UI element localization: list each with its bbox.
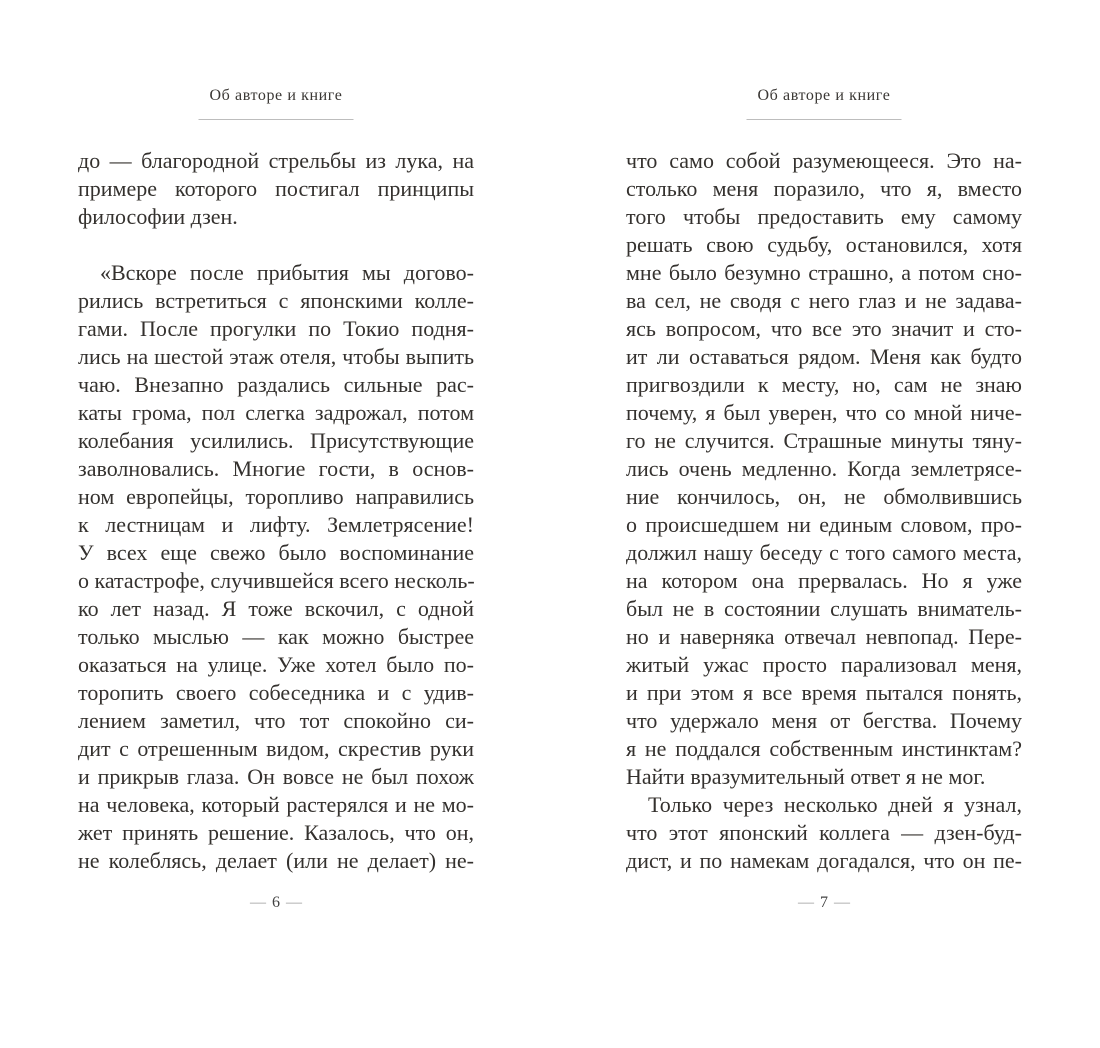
- text-line: столько меня поразило, что я, вместо: [626, 176, 1022, 201]
- text-line: ко лет назад. Я тоже вскочил, с одной: [78, 596, 474, 621]
- text-line: решать свою судьбу, остановился, хотя: [626, 232, 1022, 257]
- text-line: о происшедшем ни единым словом, про-: [626, 512, 1022, 537]
- page-number-dash: —: [286, 894, 302, 911]
- text-line: торопить своего собеседника и с удив-: [78, 680, 474, 705]
- text-line: к лестницам и лифту. Землетрясение!: [78, 512, 474, 537]
- text-line: Найти вразумительный ответ я не мог.: [626, 764, 986, 789]
- text-line: заволновались. Многие гости, в основ-: [78, 456, 474, 481]
- text-line: философии дзен.: [78, 204, 238, 229]
- text-line: лись очень медленно. Когда землетрясе-: [626, 456, 1022, 481]
- text-line: ва сел, не сводя с него глаз и не задава-: [626, 288, 1022, 313]
- text-line: что этот японский коллега — дзен-буд-: [626, 820, 1022, 845]
- paragraph: [626, 147, 1022, 791]
- text-line: дит с отрешенным видом, скрестив руки: [78, 736, 474, 761]
- paragraph: [78, 259, 474, 875]
- text-line: только мыслью — как можно быстрее: [78, 624, 474, 649]
- text-line: что удержало меня от бегства. Почему: [626, 708, 1022, 733]
- text-line: жет принять решение. Казалось, что он,: [78, 820, 474, 845]
- page-number-value: 6: [272, 894, 280, 911]
- text-line: на котором она прервалась. Но я уже: [626, 568, 1022, 593]
- text-line: я не поддался собственным инстинктам?: [626, 736, 1022, 761]
- text-line: ние кончилось, он, не обмолвившись: [626, 484, 1022, 509]
- paragraph: [78, 147, 474, 231]
- text-line: го не случится. Страшные минуты тяну-: [626, 428, 1022, 453]
- page-left: [78, 0, 474, 1048]
- text-line: колебания усилились. Присутствующие: [78, 428, 474, 453]
- text-line: оказаться на улице. Уже хотел было по-: [78, 652, 474, 677]
- text-line: Только через несколько дней я узнал,: [648, 792, 1022, 817]
- page-number-dash: —: [250, 894, 266, 911]
- text-line: примере которого постигал принципы: [78, 176, 474, 201]
- text-line: был не в состоянии слушать вниматель-: [626, 596, 1022, 621]
- page-number: [78, 894, 474, 912]
- text-line: рились встретиться с японскими колле-: [78, 288, 474, 313]
- text-line: того чтобы предоставить ему самому: [626, 204, 1022, 229]
- text-line: лись на шестой этаж отеля, чтобы выпить: [78, 344, 474, 369]
- text-line: «Вскоре после прибытия мы догово-: [100, 260, 474, 285]
- running-header: Об авторе и книге: [209, 87, 343, 104]
- page-number-value: 7: [820, 894, 828, 911]
- text-line: гами. После прогулки по Токио подня-: [78, 316, 474, 341]
- text-line: почему, я был уверен, что со мной ниче-: [626, 400, 1022, 425]
- text-line: и прикрыв глаза. Он вовсе не был похож: [78, 764, 474, 789]
- text-line: должил нашу беседу с того самого места,: [626, 540, 1022, 565]
- text-line: лением заметил, что тот спокойно си-: [78, 708, 474, 733]
- text-line: до — благородной стрельбы из лука, на: [78, 148, 474, 173]
- text-line: чаю. Внезапно раздались сильные рас-: [78, 372, 474, 397]
- text-line: не колеблясь, делает (или не делает) не-: [78, 848, 474, 873]
- text-line: на человека, который растерялся и не мо-: [78, 792, 474, 817]
- text-line: У всех еще свежо было воспоминание: [78, 540, 474, 565]
- text-line: ном европейцы, торопливо направились: [78, 484, 474, 509]
- header-rule: [747, 119, 902, 120]
- text-line: ясь вопросом, что все это значит и сто-: [626, 316, 1022, 341]
- page-body: [78, 147, 474, 875]
- text-line: о катастрофе, случившейся всего несколь-: [78, 568, 475, 593]
- page-number: [626, 894, 1022, 912]
- paragraph: [626, 791, 1022, 875]
- text-line: что само собой разумеющееся. Это на-: [626, 148, 1022, 173]
- page-number-dash: —: [798, 894, 814, 911]
- text-line: ит ли оставаться рядом. Меня как будто: [626, 344, 1022, 369]
- text-line: каты грома, пол слегка задрожал, потом: [78, 400, 474, 425]
- text-line: житый ужас просто парализовал меня,: [626, 652, 1022, 677]
- text-line: дист, и по намекам догадался, что он пе-: [626, 848, 1022, 873]
- header-rule: [199, 119, 354, 120]
- text-line: пригвоздили к месту, но, сам не знаю: [626, 372, 1022, 397]
- text-line: и при этом я все время пытался понять,: [626, 680, 1022, 705]
- text-line: мне было безумно страшно, а потом сно-: [626, 260, 1022, 285]
- running-header: Об авторе и книге: [757, 87, 891, 104]
- text-line: но и наверняка отвечал невпопад. Пере-: [626, 624, 1022, 649]
- page-number-dash: —: [834, 894, 850, 911]
- page-right: [626, 0, 1022, 1048]
- page-body: [626, 147, 1022, 875]
